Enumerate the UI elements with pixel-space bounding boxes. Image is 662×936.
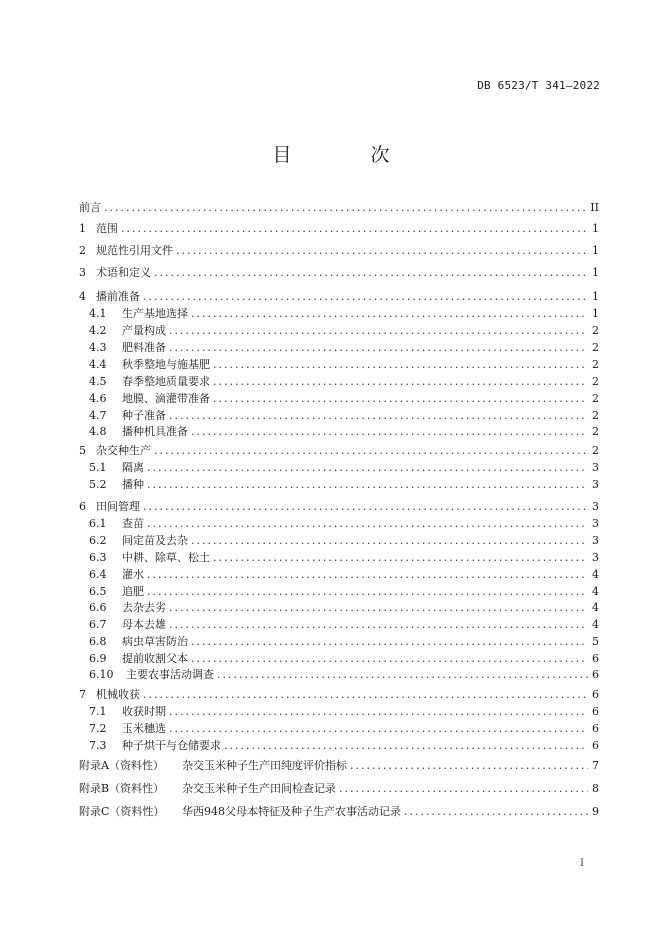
toc-leader-dots	[191, 424, 588, 440]
toc-entry-title: 去杂去劣	[122, 601, 166, 614]
toc-leader-dots	[169, 323, 588, 339]
toc-entry-title: 收获时期	[122, 705, 166, 718]
toc-entry-label	[89, 617, 166, 633]
toc-entry-number: 6.10	[89, 668, 114, 681]
toc-entry-title: 田间管理	[96, 500, 140, 513]
toc-entry-title: 前言	[79, 201, 101, 214]
toc-entry[interactable]	[79, 567, 599, 583]
toc-entry[interactable]	[79, 340, 599, 356]
toc-entry[interactable]	[79, 460, 599, 476]
toc-entry-page: 6	[592, 688, 599, 701]
toc-leader-dots	[191, 651, 588, 667]
toc-entry-page: 6	[592, 705, 599, 718]
toc-entry-title: 追肥	[122, 585, 144, 598]
toc-entry-page: 9	[592, 805, 599, 818]
toc-entry[interactable]	[79, 804, 599, 820]
toc-leader-dots	[191, 634, 588, 650]
toc-entry-label	[89, 667, 214, 683]
toc-entry-number: 5	[79, 444, 86, 457]
toc-entry-page: 6	[592, 668, 599, 681]
toc-entry-title: 杂交种生产	[96, 444, 151, 457]
toc-entry-page: 3	[592, 461, 599, 474]
toc-entry-number: 7.2	[89, 722, 107, 735]
toc-entry-page: 2	[592, 392, 599, 405]
toc-entry-label	[89, 357, 210, 373]
toc-entry-number: 4.1	[89, 307, 107, 320]
toc-entry-label	[79, 265, 151, 281]
toc-entry-label	[89, 533, 188, 549]
toc-entry[interactable]	[79, 265, 599, 281]
toc-leader-dots	[154, 443, 588, 459]
toc-entry-number: 4.7	[89, 409, 107, 422]
toc-entry-title: 玉米穗选	[122, 722, 166, 735]
toc-entry-label	[79, 758, 347, 774]
toc-entry[interactable]	[79, 550, 599, 566]
toc-entry[interactable]	[79, 533, 599, 549]
toc-entry-title: 机械收获	[96, 688, 140, 701]
toc-leader-dots	[147, 460, 588, 476]
toc-entry[interactable]	[79, 443, 599, 459]
toc-entry-label	[89, 567, 144, 583]
toc-entry-page: 2	[592, 375, 599, 388]
toc-entry-number: 3	[79, 266, 86, 279]
toc-entry-page: 1	[592, 266, 599, 279]
toc-entry-label	[79, 289, 140, 305]
toc-entry-title: 生产基地选择	[122, 307, 188, 320]
toc-entry-page: 6	[592, 722, 599, 735]
toc-entry-number: 6.1	[89, 517, 107, 530]
toc-entry-label	[89, 584, 144, 600]
toc-leader-dots	[121, 221, 588, 237]
toc-entry-label	[79, 781, 336, 797]
toc-entry[interactable]	[79, 424, 599, 440]
toc-entry-title: 灌水	[122, 568, 144, 581]
toc-leader-dots	[169, 600, 588, 616]
toc-entry-page: 3	[592, 551, 599, 564]
toc-entry[interactable]	[79, 758, 599, 774]
toc-entry-number: 2	[79, 244, 86, 257]
toc-entry-title: 地膜、滴灌带准备	[122, 392, 210, 405]
toc-entry-title: 产量构成	[122, 324, 166, 337]
toc-entry-label	[89, 374, 210, 390]
toc-entry-label	[79, 221, 118, 237]
toc-entry-page: 1	[592, 307, 599, 320]
toc-entry[interactable]	[79, 306, 599, 322]
toc-entry-title: 母本去雄	[122, 618, 166, 631]
toc-entry-label	[89, 600, 166, 616]
toc-entry-title: 播种机具准备	[122, 425, 188, 438]
toc-entry[interactable]	[79, 200, 599, 216]
toc-entry-label	[79, 200, 101, 216]
toc-entry-label	[89, 391, 210, 407]
toc-entry-title: 杂交玉米种子生产田纯度评价指标	[182, 759, 347, 772]
toc-leader-dots	[213, 550, 588, 566]
toc-leader-dots	[217, 667, 588, 683]
toc-leader-dots	[224, 738, 588, 754]
toc-entry-page: 2	[592, 358, 599, 371]
toc-entry-page: 6	[592, 739, 599, 752]
toc-entry-number: 6.2	[89, 534, 107, 547]
toc-entry-label	[79, 804, 401, 820]
toc-entry[interactable]	[79, 634, 599, 650]
toc-entry-label	[89, 721, 166, 737]
toc-leader-dots	[350, 758, 588, 774]
toc-entry[interactable]	[79, 374, 599, 390]
toc-entry[interactable]	[79, 499, 599, 515]
toc-entry-label	[89, 550, 210, 566]
toc-entry-label	[89, 634, 188, 650]
toc-entry-label	[89, 738, 221, 754]
page-number: I	[580, 858, 584, 869]
toc-entry[interactable]	[79, 617, 599, 633]
toc-leader-dots	[169, 721, 588, 737]
toc-entry-number: 6.4	[89, 568, 107, 581]
toc-leader-dots	[191, 533, 588, 549]
toc-entry-label	[79, 243, 173, 259]
toc-entry[interactable]	[79, 477, 599, 493]
toc-entry-page: 8	[592, 782, 599, 795]
toc-entry-label	[89, 477, 144, 493]
toc-entry-number: 4	[79, 290, 86, 303]
toc-entry-page: 4	[592, 585, 599, 598]
toc-entry-page: 2	[592, 425, 599, 438]
toc-entry-page: 1	[592, 244, 599, 257]
toc-entry-label	[89, 408, 166, 424]
toc-entry-number: 6.9	[89, 652, 107, 665]
toc-leader-dots	[104, 200, 587, 216]
toc-leader-dots	[169, 340, 588, 356]
toc-entry-number: 6.6	[89, 601, 107, 614]
toc-entry-title: 隔离	[122, 461, 144, 474]
toc-leader-dots	[143, 687, 588, 703]
toc-leader-dots	[404, 804, 588, 820]
toc-leader-dots	[169, 617, 588, 633]
toc-entry-label	[89, 460, 144, 476]
toc-entry-title: 肥料准备	[122, 341, 166, 354]
toc-entry-number: 4.5	[89, 375, 107, 388]
toc-entry-title: 病虫草害防治	[122, 635, 188, 648]
toc-entry[interactable]	[79, 391, 599, 407]
toc-leader-dots	[154, 265, 588, 281]
toc-entry-title: 提前收割父本	[122, 652, 188, 665]
toc-entry-title: 规范性引用文件	[96, 244, 173, 257]
toc-entry-page: 3	[592, 478, 599, 491]
toc-entry[interactable]	[79, 408, 599, 424]
toc-entry-number: 4.2	[89, 324, 107, 337]
toc-entry-number: 7	[79, 688, 86, 701]
toc-entry[interactable]	[79, 323, 599, 339]
toc-entry-page: 4	[592, 601, 599, 614]
toc-entry-number: 5.2	[89, 478, 107, 491]
toc-entry-page: 2	[592, 324, 599, 337]
toc-entry[interactable]	[79, 600, 599, 616]
toc-entry-number: 6.8	[89, 635, 107, 648]
toc-entry[interactable]	[79, 243, 599, 259]
toc-entry-title: 播前准备	[96, 290, 140, 303]
toc-entry[interactable]	[79, 721, 599, 737]
toc-leader-dots	[213, 391, 588, 407]
toc-entry-title: 范围	[96, 222, 118, 235]
toc-leader-dots	[147, 584, 588, 600]
toc-entry[interactable]	[79, 667, 599, 683]
toc-entry-label	[89, 704, 166, 720]
toc-entry-page: 4	[592, 618, 599, 631]
toc-entry-number: 附录B（资料性）	[79, 782, 165, 795]
toc-entry[interactable]	[79, 516, 599, 532]
toc-entry-label	[89, 340, 166, 356]
toc-entry-number: 1	[79, 222, 86, 235]
toc-title: 目 次	[272, 144, 420, 166]
toc-entry-label	[89, 323, 166, 339]
toc-leader-dots	[213, 374, 588, 390]
toc-entry-title: 杂交玉米种子生产田间检查记录	[182, 782, 336, 795]
toc-entry-title: 主要农事活动调查	[126, 668, 214, 681]
toc-entry[interactable]	[79, 289, 599, 305]
toc-entry-title: 春季整地质量要求	[122, 375, 210, 388]
toc-entry-number: 5.1	[89, 461, 107, 474]
toc-leader-dots	[147, 567, 588, 583]
document-number: DB 6523/T 341—2022	[477, 79, 600, 92]
toc-entry[interactable]	[79, 584, 599, 600]
toc-leader-dots	[143, 289, 588, 305]
toc-entry-label	[79, 687, 140, 703]
toc-entry-page: II	[590, 201, 599, 214]
toc-entry-page: 2	[592, 444, 599, 457]
toc-entry-page: 2	[592, 409, 599, 422]
toc-entry-number: 附录A（资料性）	[79, 759, 164, 772]
toc-entry-number: 6	[79, 500, 86, 513]
toc-entry-title: 术语和定义	[96, 266, 151, 279]
toc-entry-label	[89, 306, 188, 322]
toc-entry-label	[79, 499, 140, 515]
toc-entry-number: 4.4	[89, 358, 107, 371]
toc-entry-title: 查苗	[122, 517, 144, 530]
toc-entry-number: 7.1	[89, 705, 107, 718]
toc-entry-page: 3	[592, 517, 599, 530]
toc-entry-label	[79, 443, 151, 459]
toc-leader-dots	[147, 516, 588, 532]
toc-entry-page: 5	[592, 635, 599, 648]
toc-entry-page: 2	[592, 341, 599, 354]
toc-leader-dots	[169, 704, 588, 720]
toc-entry-number: 附录C（资料性）	[79, 805, 165, 818]
toc-entry[interactable]	[79, 687, 599, 703]
toc-leader-dots	[191, 306, 588, 322]
toc-entry-page: 6	[592, 652, 599, 665]
toc-entry[interactable]	[79, 704, 599, 720]
toc-leader-dots	[176, 243, 588, 259]
toc-leader-dots	[147, 477, 588, 493]
toc-entry-title: 华西948父母本特征及种子生产农事活动记录	[182, 805, 401, 818]
toc-entry-label	[89, 424, 188, 440]
toc-entry-number: 7.3	[89, 739, 107, 752]
toc-entry-page: 3	[592, 500, 599, 513]
toc-entry-title: 种子烘干与仓储要求	[122, 739, 221, 752]
toc-entry-label	[89, 651, 188, 667]
toc-entry-page: 7	[592, 759, 599, 772]
toc-entry[interactable]	[79, 357, 599, 373]
toc-leader-dots	[213, 357, 588, 373]
toc-entry[interactable]	[79, 651, 599, 667]
toc-entry-title: 播种	[122, 478, 144, 491]
toc-entry[interactable]	[79, 781, 599, 797]
toc-leader-dots	[169, 408, 588, 424]
toc-entry[interactable]	[79, 221, 599, 237]
toc-entry-page: 4	[592, 568, 599, 581]
toc-entry-title: 间定苗及去杂	[122, 534, 188, 547]
toc-entry-page: 1	[592, 290, 599, 303]
toc-entry-number: 6.3	[89, 551, 107, 564]
toc-entry-number: 4.8	[89, 425, 107, 438]
toc-leader-dots	[339, 781, 588, 797]
toc-entry[interactable]	[79, 738, 599, 754]
toc-entry-title: 种子准备	[122, 409, 166, 422]
toc-entry-page: 3	[592, 534, 599, 547]
toc-entry-number: 4.3	[89, 341, 107, 354]
toc-leader-dots	[143, 499, 588, 515]
toc-entry-page: 1	[592, 222, 599, 235]
toc-entry-number: 6.5	[89, 585, 107, 598]
toc-entry-label	[89, 516, 144, 532]
toc-entry-number: 6.7	[89, 618, 107, 631]
toc-entry-title: 秋季整地与施基肥	[122, 358, 210, 371]
toc-entry-number: 4.6	[89, 392, 107, 405]
toc-entry-title: 中耕、除草、松土	[122, 551, 210, 564]
